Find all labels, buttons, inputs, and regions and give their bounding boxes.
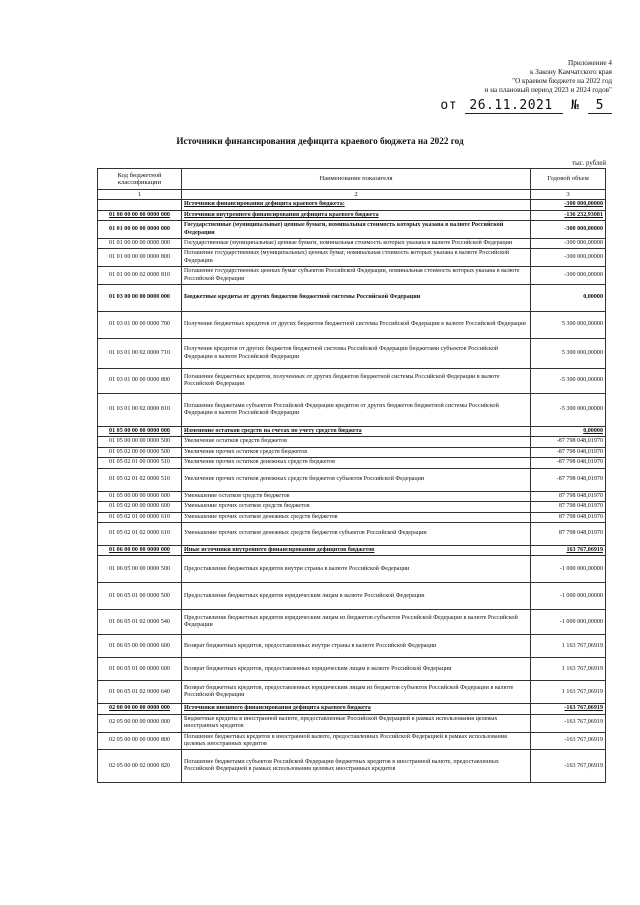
table-row <box>98 502 606 512</box>
table-row <box>98 681 606 704</box>
row-code: 01 01 00 00 00 0000 000 <box>98 221 182 239</box>
row-code: 01 05 00 00 00 0000 500 <box>98 437 182 447</box>
row-name: Иные источники внутреннего финансирования дефицитов бюджетов <box>182 545 531 555</box>
table-row <box>98 312 606 339</box>
row-value: -87 798 048,01970 <box>531 458 606 468</box>
table-row <box>98 610 606 635</box>
row-value: -300 000,00000 <box>531 249 606 267</box>
date-prefix: от <box>440 98 458 113</box>
table-row <box>98 545 606 555</box>
row-code: 02 05 00 00 00 0000 800 <box>98 732 182 750</box>
row-value: -1 000 000,00000 <box>531 610 606 635</box>
row-code: 01 06 05 01 02 0000 540 <box>98 610 182 635</box>
appendix-line: и на плановый период 2023 и 2024 годов" <box>484 86 612 94</box>
table-row <box>98 658 606 681</box>
row-value: -1 000 000,00000 <box>531 583 606 610</box>
table-row <box>98 447 606 457</box>
row-code: 01 05 02 01 00 0000 510 <box>98 458 182 468</box>
row-name: Предоставление бюджетных кредитов юридическим лицам из бюджетов субъектов Российской Федерации в валюте Российской Федерации <box>182 610 531 635</box>
row-code: 01 06 05 01 00 0000 500 <box>98 583 182 610</box>
row-name: Источники внешнего финансирования дефицита краевого бюджета <box>182 704 531 714</box>
row-name: Уменьшение прочих остатков денежных средств бюджетов субъектов Российской Федерации <box>182 522 531 545</box>
row-name: Погашение бюджетами субъектов Российской Федерации бюджетных кредитов в иностранной валюте, предоставленных Российской Федерацией в рамках использования целевых иностранных кредитов <box>182 750 531 783</box>
row-name: Возврат бюджетных кредитов, предоставленных юридическим лицам из бюджетов субъектов Российской Федерации в валюте Российской Федерации <box>182 681 531 704</box>
row-code: 01 06 05 01 02 0000 640 <box>98 681 182 704</box>
row-code: 01 03 01 00 00 0000 700 <box>98 312 182 339</box>
row-value: -300 000,00000 <box>531 200 606 210</box>
row-name: Погашение бюджетных кредитов в иностранной валюте, предоставленных Российской Федерацией в рамках использования целевых иностранных кредитов <box>182 732 531 750</box>
row-name: Увеличение прочих остатков денежных средств бюджетов <box>182 458 531 468</box>
row-name: Увеличение прочих остатков денежных средств бюджетов субъектов Российской Федерации <box>182 468 531 491</box>
row-code: 01 00 00 00 00 0000 000 <box>98 210 182 220</box>
row-code: 01 05 00 00 00 0000 000 <box>98 427 182 437</box>
header-code: Код бюджетной классификации <box>98 169 182 190</box>
row-code <box>98 200 182 210</box>
table-header-row <box>98 169 606 190</box>
row-code: 01 05 02 01 02 0000 510 <box>98 468 182 491</box>
table-row <box>98 468 606 491</box>
table-row <box>98 583 606 610</box>
table-row <box>98 512 606 522</box>
column-number: 1 <box>98 190 182 200</box>
row-value: -136 232,93081 <box>531 210 606 220</box>
row-code: 01 03 01 00 02 0000 710 <box>98 339 182 369</box>
document-date-line <box>440 98 612 113</box>
table-column-numbers-row <box>98 190 606 200</box>
row-value: -300 000,00000 <box>531 239 606 249</box>
column-number: 2 <box>182 190 531 200</box>
row-value: -300 000,00000 <box>531 221 606 239</box>
document-number: 5 <box>588 98 612 114</box>
row-code: 01 05 02 01 00 0000 610 <box>98 512 182 522</box>
row-value: 87 798 048,01970 <box>531 491 606 501</box>
row-name: Погашение государственных ценных бумаг субъектов Российской Федерации, номинальная стоимость которых указана в валюте Российской Федерации <box>182 267 531 285</box>
table-row <box>98 394 606 427</box>
row-code: 01 01 00 00 00 0000 800 <box>98 249 182 267</box>
row-code: 01 06 05 01 00 0000 600 <box>98 658 182 681</box>
table-row <box>98 339 606 369</box>
table-row <box>98 285 606 312</box>
row-code: 01 01 00 00 00 0000 000 <box>98 239 182 249</box>
row-name: Государственные (муниципальные) ценные бумаги, номинальная стоимость которых указана в валюте Российской Федерации <box>182 239 531 249</box>
financing-sources-table <box>97 168 606 783</box>
table-row <box>98 437 606 447</box>
document-date: 26.11.2021 <box>465 98 562 114</box>
row-value: -5 300 000,00000 <box>531 369 606 394</box>
row-value: 163 767,06919 <box>531 545 606 555</box>
row-name: Возврат бюджетных кредитов, предоставленных внутри страны в валюте Российской Федерации <box>182 635 531 658</box>
table-row <box>98 249 606 267</box>
row-value: 5 300 000,00000 <box>531 339 606 369</box>
header-name: Наименование показателя <box>182 169 531 190</box>
row-name: Бюджетные кредиты от других бюджетов бюджетной системы Российской Федерации <box>182 285 531 312</box>
row-code: 01 03 01 00 00 0000 800 <box>98 369 182 394</box>
row-code: 01 05 02 00 00 0000 600 <box>98 502 182 512</box>
row-value: -163 767,06919 <box>531 750 606 783</box>
table-row <box>98 522 606 545</box>
row-name: Уменьшение прочих остатков средств бюджетов <box>182 502 531 512</box>
row-code: 01 05 02 00 00 0000 500 <box>98 447 182 457</box>
appendix-line: к Закону Камчатского края <box>530 68 612 76</box>
row-name: Возврат бюджетных кредитов, предоставленных юридическим лицам в валюте Российской Федерации <box>182 658 531 681</box>
table-row <box>98 267 606 285</box>
appendix-line: Приложение 4 <box>568 59 612 67</box>
row-name: Погашение бюджетами субъектов Российской Федерации кредитов от других бюджетов бюджетной системы Российской Федерации в валюте Российской Федерации <box>182 394 531 427</box>
row-name: Уменьшение остатков средств бюджетов <box>182 491 531 501</box>
row-code: 01 03 00 00 00 0000 000 <box>98 285 182 312</box>
row-value: 1 163 767,06919 <box>531 635 606 658</box>
table-row <box>98 458 606 468</box>
appendix-block <box>392 59 612 95</box>
row-code: 02 00 00 00 00 0000 000 <box>98 704 182 714</box>
row-name: Увеличение остатков средств бюджетов <box>182 437 531 447</box>
row-name: Источники финансирования дефицита краевого бюджета: <box>182 200 531 210</box>
row-name: Предоставление бюджетных кредитов внутри страны в валюте Российской Федерации <box>182 556 531 583</box>
row-name: Получение бюджетных кредитов от других бюджетов бюджетной системы Российской Федерации в валюте Российской Федерации <box>182 312 531 339</box>
table-row <box>98 635 606 658</box>
row-value: 1 163 767,06919 <box>531 681 606 704</box>
row-value: -87 798 048,01970 <box>531 468 606 491</box>
row-code: 01 01 00 00 02 0000 810 <box>98 267 182 285</box>
row-name: Уменьшение прочих остатков денежных средств бюджетов <box>182 512 531 522</box>
row-value: 0,00000 <box>531 427 606 437</box>
row-value: -87 798 048,01970 <box>531 437 606 447</box>
row-value: -1 000 000,00000 <box>531 556 606 583</box>
table-row <box>98 491 606 501</box>
row-value: -163 767,06919 <box>531 732 606 750</box>
row-value: 87 798 048,01970 <box>531 512 606 522</box>
column-number: 3 <box>531 190 606 200</box>
table-row <box>98 369 606 394</box>
row-code: 01 03 01 00 02 0000 810 <box>98 394 182 427</box>
row-code: 01 06 05 00 00 0000 500 <box>98 556 182 583</box>
row-value: -163 767,06919 <box>531 704 606 714</box>
row-name: Изменение остатков средств на счетах по учету средств бюджета <box>182 427 531 437</box>
row-name: Увеличение прочих остатков средств бюджетов <box>182 447 531 457</box>
row-value: 87 798 048,01970 <box>531 522 606 545</box>
row-name: Погашение бюджетных кредитов, полученных от других бюджетов бюджетной системы Российской Федерации в валюте Российской Федерации <box>182 369 531 394</box>
number-prefix: № <box>571 98 580 113</box>
row-name: Погашение государственных (муниципальных) ценных бумаг, номинальная стоимость которых указана в валюте Российской Федерации <box>182 249 531 267</box>
row-code: 01 05 02 01 02 0000 610 <box>98 522 182 545</box>
row-value: 87 798 048,01970 <box>531 502 606 512</box>
table-row <box>98 239 606 249</box>
row-value: -163 767,06919 <box>531 714 606 732</box>
table-row <box>98 200 606 210</box>
row-value: 1 163 767,06919 <box>531 658 606 681</box>
table-row <box>98 714 606 732</box>
row-value: -87 798 048,01970 <box>531 447 606 457</box>
row-name: Источники внутреннего финансирования дефицита краевого бюджета <box>182 210 531 220</box>
units-label: тыс. рублей <box>572 160 606 167</box>
table-row <box>98 210 606 220</box>
row-name: Получение кредитов от других бюджетов бюджетной системы Российской Федерации бюджетами субъектов Российской Федерации в валюте Российской Федерации <box>182 339 531 369</box>
row-name: Бюджетные кредиты в иностранной валюте, предоставленные Российской Федерацией в рамках использования целевых иностранных кредитов <box>182 714 531 732</box>
table-row <box>98 732 606 750</box>
row-value: -300 000,00000 <box>531 267 606 285</box>
appendix-line: "О краевом бюджете на 2022 год <box>512 77 612 85</box>
table-row <box>98 704 606 714</box>
row-value: -5 300 000,00000 <box>531 394 606 427</box>
row-code: 01 06 05 00 00 0000 600 <box>98 635 182 658</box>
row-code: 02 05 00 00 02 0000 820 <box>98 750 182 783</box>
row-code: 02 05 00 00 00 0000 000 <box>98 714 182 732</box>
table-row <box>98 427 606 437</box>
row-value: 0,00000 <box>531 285 606 312</box>
table-row <box>98 750 606 783</box>
row-name: Государственные (муниципальные) ценные бумаги, номинальная стоимость которых указана в валюте Российской Федерации <box>182 221 531 239</box>
row-name: Предоставление бюджетных кредитов юридическим лицам в валюте Российской Федерации <box>182 583 531 610</box>
table-row <box>98 221 606 239</box>
row-code: 01 05 00 00 00 0000 600 <box>98 491 182 501</box>
row-code: 01 06 00 00 00 0000 000 <box>98 545 182 555</box>
header-value: Годовой объем <box>531 169 606 190</box>
document-title: Источники финансирования дефицита краевого бюджета на 2022 год <box>176 136 464 146</box>
row-value: 5 300 000,00000 <box>531 312 606 339</box>
table-row <box>98 556 606 583</box>
